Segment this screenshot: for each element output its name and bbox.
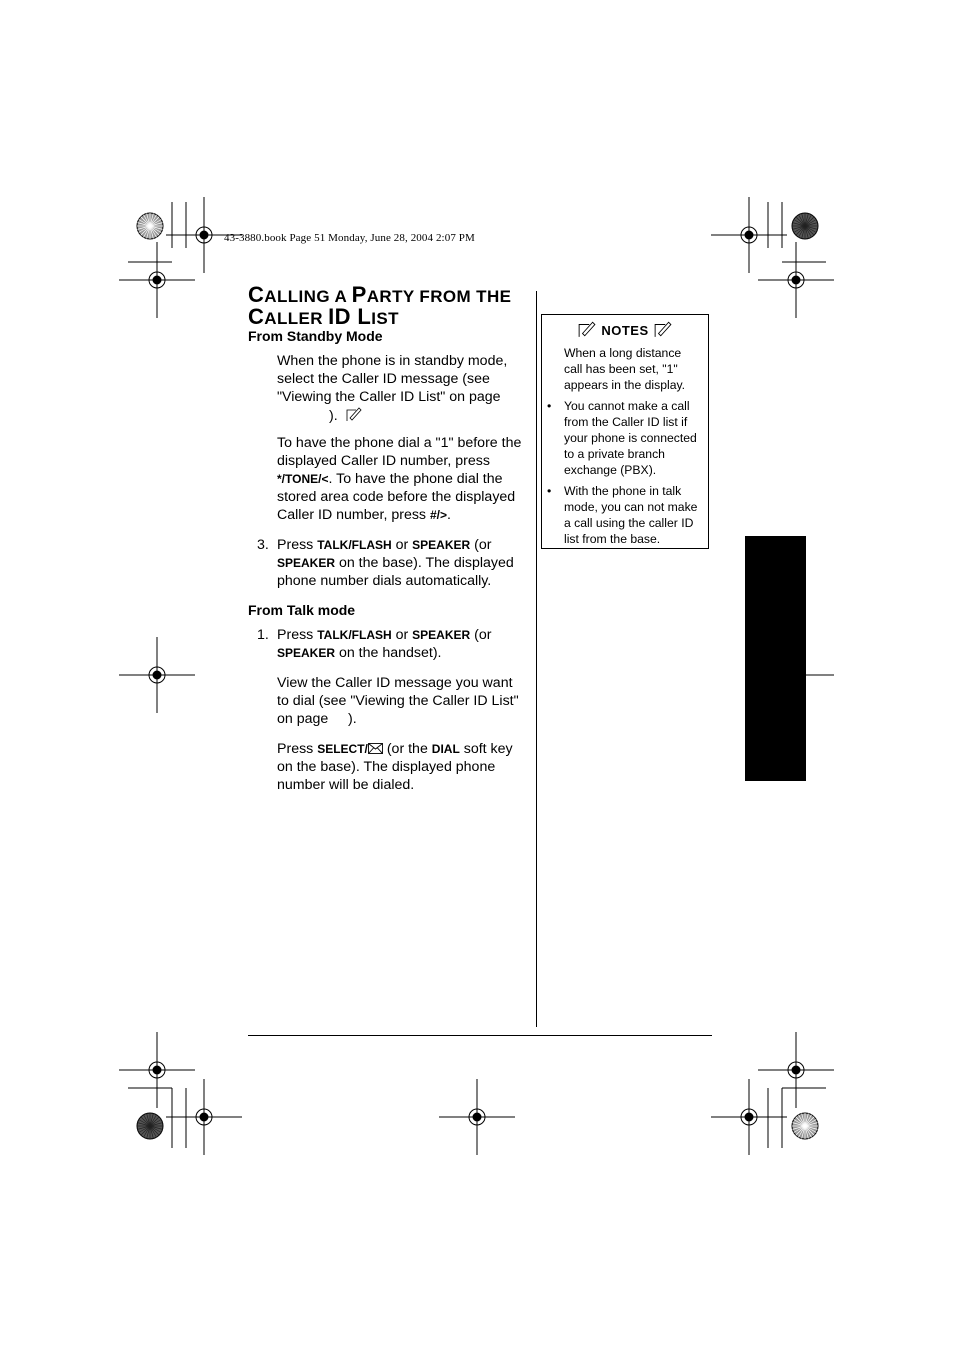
envelope-icon <box>368 743 383 754</box>
crosshair-target <box>119 242 195 318</box>
starburst-mark <box>792 213 818 239</box>
crosshair-target <box>758 242 834 318</box>
crosshair-target <box>758 1032 834 1108</box>
starburst-mark <box>792 1113 818 1139</box>
column-divider <box>536 291 537 1027</box>
note-item: • You cannot make a call from the Caller ID list if your phone is connected to a private branch exchange (PBX). <box>547 399 697 477</box>
crosshair-target <box>119 1032 195 1108</box>
note-pencil-icon <box>578 320 596 338</box>
talk-step-1: 1. Press TALK/FLASH or SPEAKER (or SPEAKER on the handset). <box>257 627 492 661</box>
notes-box <box>541 314 709 549</box>
pound-key: #/> <box>429 508 447 522</box>
note-item: • With the phone in talk mode, you can not make a call using the caller ID list from the base. <box>547 484 698 546</box>
talk-step-2: View the Caller ID message you want to dial (see "Viewing the Caller ID List" on page ). <box>277 675 519 727</box>
notes-title: NOTES <box>542 320 708 338</box>
note-pencil-icon <box>346 406 362 422</box>
talk-heading: From Talk mode <box>248 602 356 618</box>
standby-step-1: When the phone is in standby mode, select the Caller ID message (see "Viewing the Caller ID List" on page ). <box>277 353 508 424</box>
crosshair-target <box>711 1079 787 1155</box>
crosshair-target <box>439 1079 515 1155</box>
starburst-mark <box>137 213 163 239</box>
crosshair-target <box>119 637 195 713</box>
file-info-header: 43-3880.book Page 51 Monday, June 28, 2004 2:07 PM <box>224 232 475 244</box>
section-title <box>248 282 538 329</box>
footer-rule <box>248 1035 712 1036</box>
standby-step-2: To have the phone dial a "1" before the displayed Caller ID number, press */TONE/<. To have the phone dial the stored area code before the displayed Caller ID number, press #/>. <box>277 435 522 523</box>
crosshair-target <box>166 1079 242 1155</box>
chapter-tab <box>745 536 806 781</box>
crosshair-target <box>711 197 787 273</box>
tone-key: */TONE/< <box>277 472 329 486</box>
note-item: When a long distance call has been set, "1" appears in the display. <box>564 346 686 392</box>
standby-heading: From Standby Mode <box>248 328 383 344</box>
note-pencil-icon <box>654 320 672 338</box>
starburst-mark <box>137 1113 163 1139</box>
talk-step-3: Press SELECT/ (or the DIAL soft key on the base). The displayed phone number will be dialed. <box>277 741 513 793</box>
title-line-2: CALLER ID LIST <box>248 304 399 329</box>
standby-step-3: 3. Press TALK/FLASH or SPEAKER (or SPEAKER on the base). The displayed phone number dials automatically. <box>257 537 514 589</box>
title-line-1: CALLING A PARTY FROM THE <box>248 282 512 307</box>
